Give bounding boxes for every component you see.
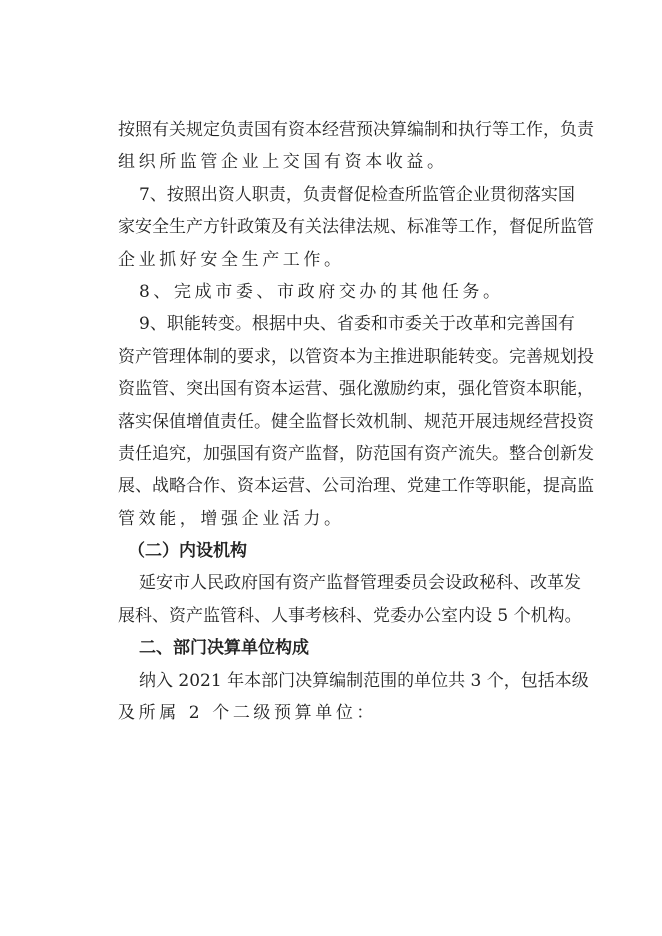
text-line: 资产管理体制的要求，以管资本为主推进职能转变。完善规划投 xyxy=(118,346,594,367)
section-heading-internal-structure: （二）内设机构 xyxy=(128,541,247,562)
text-line: 及所属 2 个二级预算单位： xyxy=(118,703,378,724)
text-line: 展、战略合作、资本运营、公司治理、党建工作等职能，提高监 xyxy=(118,476,594,497)
list-item-8: 8、完成市委、市政府交办的其他任务。 xyxy=(139,281,504,302)
document-page xyxy=(118,114,594,729)
text-line: 责任追究，加强国有资产监督，防范国有资产流失。整合创新发 xyxy=(118,443,594,464)
text-line: 纳入 2021 年本部门决算编制范围的单位共 3 个，包括本级 xyxy=(139,670,589,691)
text-line: 展科、资产监管科、人事考核科、党委办公室内设 5 个机构。 xyxy=(118,605,582,626)
text-line: 资监管、突出国有资本运营、强化激励约束，强化管资本职能， xyxy=(118,379,594,400)
text-line: 延安市人民政府国有资产监督管理委员会设政秘科、改革发 xyxy=(139,573,581,594)
list-item-7: 7、按照出资人职责，负责督促检查所监管企业贯彻落实国 xyxy=(139,184,575,205)
text-line: 管效能，增强企业活力。 xyxy=(118,508,345,529)
text-line: 家安全生产方针政策及有关法律法规、标准等工作，督促所监管 xyxy=(118,217,594,238)
list-item-9: 9、职能转变。根据中央、省委和市委关于改革和完善国有 xyxy=(139,314,575,335)
text-line: 落实保值增值责任。健全监督长效机制、规范开展违规经营投资 xyxy=(118,411,594,432)
text-line: 按照有关规定负责国有资本经营预决算编制和执行等工作，负责 xyxy=(118,120,594,140)
text-line: 企业抓好安全生产工作。 xyxy=(118,249,345,270)
section-heading-unit-composition: 二、部门决算单位构成 xyxy=(139,638,309,659)
text-line: 组织所监管企业上交国有资本收益。 xyxy=(118,152,448,173)
